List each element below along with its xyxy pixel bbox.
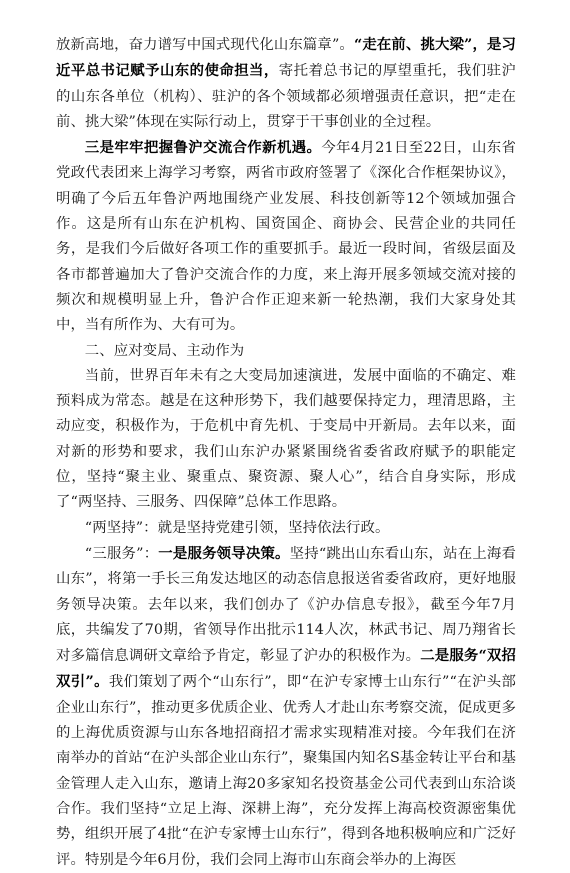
text-run: “两坚持”：就是坚持党建引领，坚持依法行政。 <box>84 519 390 536</box>
paragraph-three-services <box>56 541 516 873</box>
text-run: 今年4月21日至22日，山东省党政代表团来上海学习考察，两省市政府签署了《深化合作框架协议》，明确了今后五年鲁沪两地围绕产业发展、科技创新等12个领域加强合作。这是所有山东在沪机构、国资国企、商协会、民营企业的共同任务，是我们今后做好各项工作的重要抓手。最近一段时间，省级层面及各市都普遍加大了鲁沪交流合作的力度，来上海开展多领域交流对接的频次和规模明显上升，鲁沪合作正迎来新一轮热潮，我们大家身处其中，当有所作为、大有可为。 <box>56 140 516 334</box>
bold-text-run: 一是服务领导决策。 <box>158 544 290 562</box>
document-body <box>56 32 516 873</box>
bold-text-run: 二是服务“双招双引”。 <box>56 647 516 691</box>
paragraph-two-adhere <box>56 516 516 541</box>
paragraph-current <box>56 364 516 516</box>
text-run: 当前，世界百年未有之大变局加速演进，发展中面临的不确定、难预料成为常态。越是在这种形势下，我们越要保持定力，理清思路，主动应变，积极作为，于危机中育先机、于变局中开新局。去年以来，面对新的形势和要求，我们山东沪办紧紧围绕省委省政府赋予的职能定位，坚持“聚主业、聚重点、聚资源、聚人心”，结合自身实际，形成了“两坚持、三服务、四保障”总体工作思路。 <box>56 367 516 511</box>
paragraph-section-heading <box>56 339 516 364</box>
text-run: 坚持“跳出山东看山东，站在上海看山东”，将第一手长三角发达地区的动态信息报送省委省政府，更好地服务领导决策。去年以来，我们创办了《沪办信息专报》，截至今年7月底，共编发了70期，省领导作出批示114人次，林武书记、周乃翔省长对多篇信息调研文章给予肯定，彰显了沪办的积极作为。 <box>56 545 516 665</box>
paragraph-point-three <box>56 135 516 338</box>
text-run: 寄托着总书记的厚望重托，我们驻沪的山东各单位（机构）、驻沪的各个领域都必须增强责任意识，把“走在前、挑大梁”体现在实际行动上，贯穿于干事创业的全过程。 <box>56 63 516 130</box>
text-run: “三服务”： <box>84 545 159 562</box>
paragraph-continuation <box>56 32 516 135</box>
text-run: 放新高地，奋力谱写中国式现代化山东篇章”。 <box>56 37 354 53</box>
text-run: 二、应对变局、主动作为 <box>84 342 245 359</box>
bold-text-run: 三是牢牢把握鲁沪交流合作新机遇。 <box>84 139 322 157</box>
text-run: 我们策划了两个“山东行”，即“在沪专家博士山东行”“在沪头部企业山东行”，推动更多优质企业、优秀人才赴山东考察交流，促成更多的上海优质资源与山东各地招商招才需求实现精准对接。今年我们在济南举办的首站“在沪头部企业山东行”，聚集国内知名S基金转让平台和基金管理人走入山东，邀请上海20多家知名投资基金公司代表到山东洽谈合作。我们坚持“立足上海、深耕上海”，充分发挥上海高校资源密集优势，组织开展了4批“在沪专家博士山东行”，得到各地积极响应和广泛好评。特别是今年6月份，我们会同上海市山东商会举办的上海医 <box>56 674 516 868</box>
bold-text-run: “走在前、挑大梁”，是习近平总书记赋予山东的使命担当， <box>56 36 516 80</box>
